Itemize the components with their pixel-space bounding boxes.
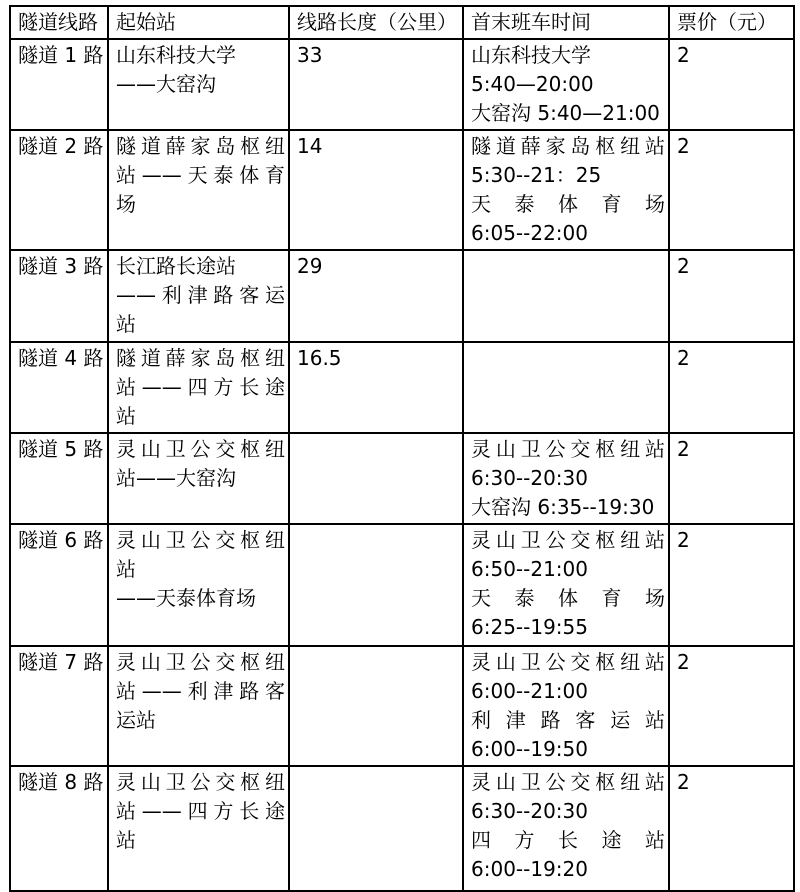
- route-length-cell: [289, 130, 463, 250]
- text-line: 隧道薛家岛枢纽: [116, 346, 285, 370]
- table-row-7: [10, 646, 794, 766]
- fare-cell: [669, 130, 794, 250]
- text-line: 灵山卫公交枢纽站: [471, 650, 665, 674]
- text-line: 天泰体育场: [471, 586, 665, 610]
- column-header-fare: 票价（元）: [669, 6, 794, 39]
- text-line: 6:25--19:55: [471, 615, 588, 639]
- text-line: 站——四方长途: [116, 375, 285, 399]
- text-line: 5:30--21：25: [471, 163, 602, 187]
- route-length-cell: [289, 766, 463, 891]
- route-name-cell: [10, 250, 108, 342]
- text-line: 2: [677, 43, 690, 67]
- stations-cell: [108, 342, 289, 433]
- text-line: 6:05--22:00: [471, 221, 588, 245]
- text-line: 站——利津路客: [116, 679, 285, 703]
- column-header-length: 线路长度（公里）: [289, 6, 463, 39]
- column-header-route: 隧道线路: [10, 6, 108, 39]
- text-line: 2: [677, 650, 690, 674]
- route-length-cell: [289, 250, 463, 342]
- route-name-cell: [10, 342, 108, 433]
- text-line: 14: [297, 134, 323, 158]
- first-last-times-cell: [463, 433, 669, 524]
- text-line: 长江路长途站: [116, 254, 236, 278]
- route-name-cell: [10, 39, 108, 130]
- fare-cell: [669, 250, 794, 342]
- text-line: 6:30--20:30: [471, 466, 588, 490]
- first-last-times-cell: [463, 130, 669, 250]
- text-line: 利津路客运站: [471, 708, 665, 732]
- fare-cell: [669, 39, 794, 130]
- text-line: 16.5: [297, 346, 342, 370]
- text-line: 5:40—20:00: [471, 72, 594, 96]
- text-line: 站: [116, 312, 136, 336]
- text-line: 29: [297, 254, 323, 278]
- first-last-times-cell: [463, 250, 669, 342]
- text-line: 灵山卫公交枢纽: [116, 650, 285, 674]
- text-line: ——天泰体育场: [116, 586, 256, 610]
- route-length-cell: [289, 524, 463, 646]
- table-row-3: [10, 250, 794, 342]
- fare-cell: [669, 342, 794, 433]
- table-row-1: [10, 39, 794, 130]
- text-line: 隧道薛家岛枢纽: [116, 134, 285, 158]
- route-length-cell: [289, 342, 463, 433]
- text-line: 站——天泰体育: [116, 163, 285, 187]
- text-line: 6:50--21:00: [471, 557, 588, 581]
- stations-cell: [108, 433, 289, 524]
- table-row-5: [10, 433, 794, 524]
- stations-cell: [108, 766, 289, 891]
- first-last-times-cell: [463, 524, 669, 646]
- text-line: 6:00--21:00: [471, 679, 588, 703]
- text-line: 6:00--19:20: [471, 857, 588, 881]
- fare-cell: [669, 766, 794, 891]
- route-name-cell: [10, 646, 108, 766]
- text-line: 2: [677, 770, 690, 794]
- table-row-4: [10, 342, 794, 433]
- text-line: 站——四方长途: [116, 799, 285, 823]
- text-line: 灵山卫公交枢纽: [116, 528, 285, 552]
- text-line: 大窑沟 5:40—21:00: [471, 101, 660, 125]
- route-length-cell: [289, 646, 463, 766]
- route-name-cell: [10, 766, 108, 891]
- text-line: 灵山卫公交枢纽: [116, 770, 285, 794]
- text-line: 站: [116, 557, 136, 581]
- text-line: 大窑沟 6:35--19:30: [471, 495, 655, 519]
- text-line: 2: [677, 437, 690, 461]
- text-line: 隧道 7 路: [18, 650, 104, 674]
- text-line: ——利津路客运: [116, 283, 285, 307]
- text-line: 天泰体育场: [471, 192, 665, 216]
- text-line: 灵山卫公交枢纽站: [471, 528, 665, 552]
- table-row-6: [10, 524, 794, 646]
- text-line: 33: [297, 43, 323, 67]
- stations-cell: [108, 39, 289, 130]
- text-line: 灵山卫公交枢纽站: [471, 437, 665, 461]
- route-length-cell: [289, 39, 463, 130]
- table-row-2: [10, 130, 794, 250]
- text-line: 2: [677, 346, 690, 370]
- text-line: 运站: [116, 708, 156, 732]
- text-line: 隧道 3 路: [18, 254, 104, 278]
- text-line: 隧道 8 路: [18, 770, 104, 794]
- bus-routes-table: [9, 5, 795, 892]
- text-line: 山东科技大学: [471, 43, 591, 67]
- text-line: 隧道薛家岛枢纽站: [471, 134, 665, 158]
- route-name-cell: [10, 433, 108, 524]
- stations-cell: [108, 250, 289, 342]
- text-line: 四方长途站: [471, 828, 665, 852]
- text-line: 隧道 1 路: [18, 43, 104, 67]
- text-line: ——大窑沟: [116, 72, 216, 96]
- text-line: 隧道 2 路: [18, 134, 104, 158]
- route-name-cell: [10, 130, 108, 250]
- text-line: 站: [116, 404, 136, 428]
- text-line: 2: [677, 254, 690, 278]
- fare-cell: [669, 646, 794, 766]
- stations-cell: [108, 130, 289, 250]
- text-line: 站——大窑沟: [116, 466, 236, 490]
- text-line: 场: [116, 192, 136, 216]
- first-last-times-cell: [463, 766, 669, 891]
- fare-cell: [669, 524, 794, 646]
- text-line: 6:00--19:50: [471, 737, 588, 761]
- text-line: 灵山卫公交枢纽: [116, 437, 285, 461]
- table-row-8: [10, 766, 794, 891]
- text-line: 隧道 4 路: [18, 346, 104, 370]
- text-line: 山东科技大学: [116, 43, 236, 67]
- text-line: 隧道 6 路: [18, 528, 104, 552]
- first-last-times-cell: [463, 646, 669, 766]
- text-line: 隧道 5 路: [18, 437, 104, 461]
- text-line: 灵山卫公交枢纽站: [471, 770, 665, 794]
- fare-cell: [669, 433, 794, 524]
- text-line: 6:30--20:30: [471, 799, 588, 823]
- first-last-times-cell: [463, 342, 669, 433]
- table-header-row: [10, 6, 794, 39]
- route-name-cell: [10, 524, 108, 646]
- column-header-stations: 起始站: [108, 6, 289, 39]
- route-length-cell: [289, 433, 463, 524]
- stations-cell: [108, 646, 289, 766]
- first-last-times-cell: [463, 39, 669, 130]
- text-line: 2: [677, 528, 690, 552]
- text-line: 站: [116, 828, 136, 852]
- column-header-times: 首末班车时间: [463, 6, 669, 39]
- stations-cell: [108, 524, 289, 646]
- text-line: 2: [677, 134, 690, 158]
